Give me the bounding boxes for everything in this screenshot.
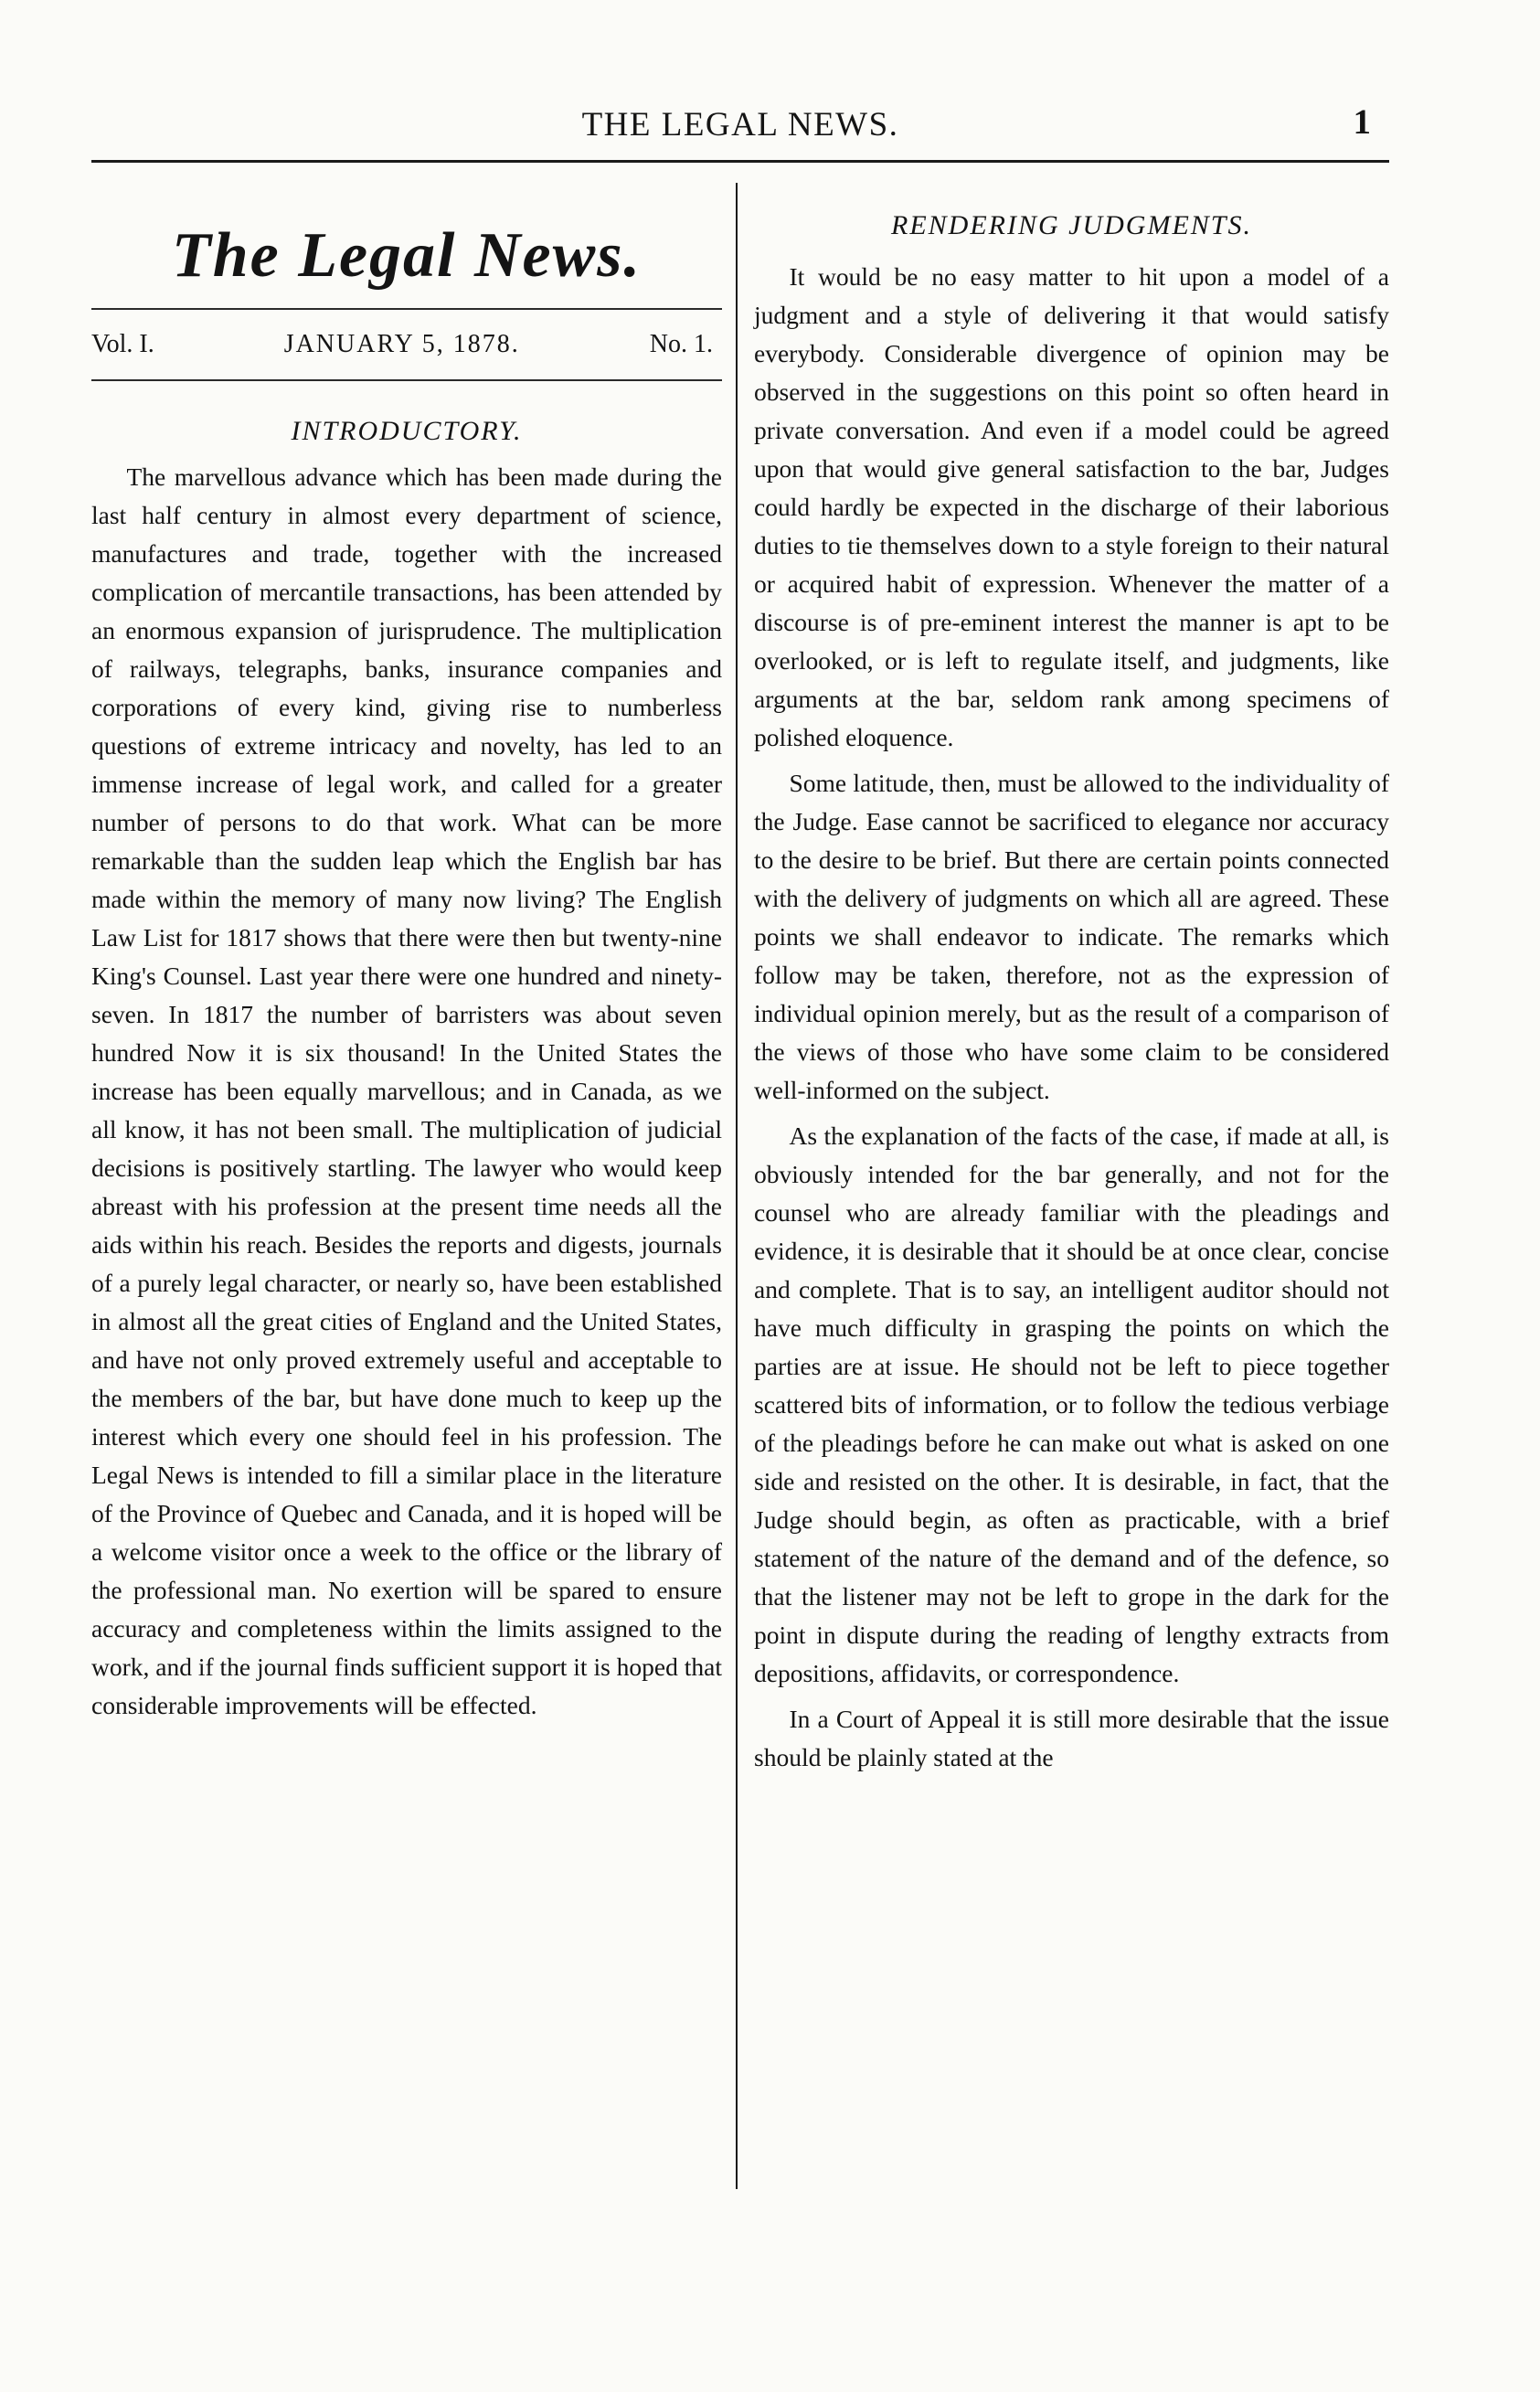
- issue-date: JANUARY 5, 1878.: [283, 330, 520, 358]
- introductory-paragraph: The marvellous advance which has been made during the last half century in almost every department of science, manufactures and trade, together with the increased complication of mercantile transactions, has been attended by an enormous expansion of jurisprudence. The multiplication of railways, telegraphs, banks, insurance companies and corporations of every kind, giving rise to numberless questions of extreme intricacy and novelty, has led to an immense increase of legal work, and called for a greater number of persons to do that work. What can be more remarkable than the sudden leap which the English bar has made within the memory of many now living? The English Law List for 1817 shows that there were then but twenty-nine King's Counsel. Last year there were one hundred and ninety-seven. In 1817 the number of barristers was about seven hundred Now it is six thousand! In the United States the increase has been equally marvellous; and in Canada, as we all know, it has not been small. The multiplication of judicial decisions is positively startling. The lawyer who would keep abreast with his profession at the present time needs all the aids within his reach. Besides the reports and digests, journals of a purely legal character, or nearly so, have been established in almost all the great cities of England and the United States, and have not only proved extremely useful and acceptable to the members of the bar, but have done much to keep up the interest which every one should feel in his profession. The Legal News is intended to fill a similar place in the literature of the Province of Quebec and Canada, and it is hoped will be a welcome visitor once a week to the office or the library of the professional man. No exertion will be spared to ensure accuracy and completeness within the limits assigned to the work, and if the journal finds sufficient support it is hoped that considerable improvements will be effected.: [91, 462, 722, 1719]
- running-head: [91, 102, 1389, 160]
- left-column: [91, 183, 722, 1725]
- right-column: [754, 183, 1389, 1784]
- masthead-title: The Legal News.: [171, 220, 643, 291]
- rendering-judgments-heading: RENDERING JUDGMENTS.: [891, 210, 1252, 240]
- header-rule: [91, 160, 1389, 163]
- judgments-paragraph-2: Some latitude, then, must be allowed to the individuality of the Judge. Ease cannot be sacrificed to elegance nor accuracy to the desire to be brief. But there are certain points connected with the delivery of judgments on which all are agreed. These points we shall endeavor to indicate. The remarks which follow may be taken, therefore, not as the expression of individual opinion merely, but as the result of a comparison of the views of those who have some claim to be considered well-informed on the subject.: [754, 769, 1389, 1104]
- judgments-paragraph-4: In a Court of Appeal it is still more desirable that the issue should be plainly stated at the: [754, 1705, 1389, 1771]
- judgments-paragraph-1: It would be no easy matter to hit upon a model of a judgment and a style of delivering it that would satisfy everybody. Considerable divergence of opinion may be observed in the suggestions on this point so often heard in private conversation. And even if a model could be agreed upon that would give general satisfaction to the bar, Judges could hardly be expected in the discharge of their laborious duties to tie themselves down to a style foreign to their natural or acquired habit of expression. Whenever the matter of a discourse is of pre-eminent interest the manner is apt to be overlooked, or is left to regulate itself, and judgments, like arguments at the bar, seldom rank among specimens of polished eloquence.: [754, 262, 1389, 751]
- introductory-heading: INTRODUCTORY.: [291, 416, 523, 446]
- issue-number: No. 1.: [649, 330, 713, 358]
- issue-line: [91, 310, 722, 379]
- masthead-rule-bottom: [91, 379, 722, 381]
- running-title: THE LEGAL NEWS.: [581, 106, 899, 144]
- page-number: 1: [1353, 102, 1371, 142]
- column-divider: [736, 183, 738, 2189]
- issue-volume: Vol. I.: [91, 330, 154, 358]
- judgments-paragraph-3: As the explanation of the facts of the case, if made at all, is obviously intended for the bar generally, and not for the counsel who are already familiar with the pleadings and evidence, it is desirable that it should be at once clear, concise and complete. That is to say, an intelligent auditor should not have much difficulty in grasping the points on which the parties are at issue. He should not be left to piece together scattered bits of information, or to follow the tedious verbiage of the pleadings before he can make out what is asked on one side and resisted on the other. It is desirable, in fact, that the Judge should begin, as often as practicable, with a brief statement of the nature of the demand and of the defence, so that the listener may not be left to grope in the dark for the point in dispute during the reading of lengthy extracts from depositions, affidavits, or correspondence.: [754, 1122, 1389, 1687]
